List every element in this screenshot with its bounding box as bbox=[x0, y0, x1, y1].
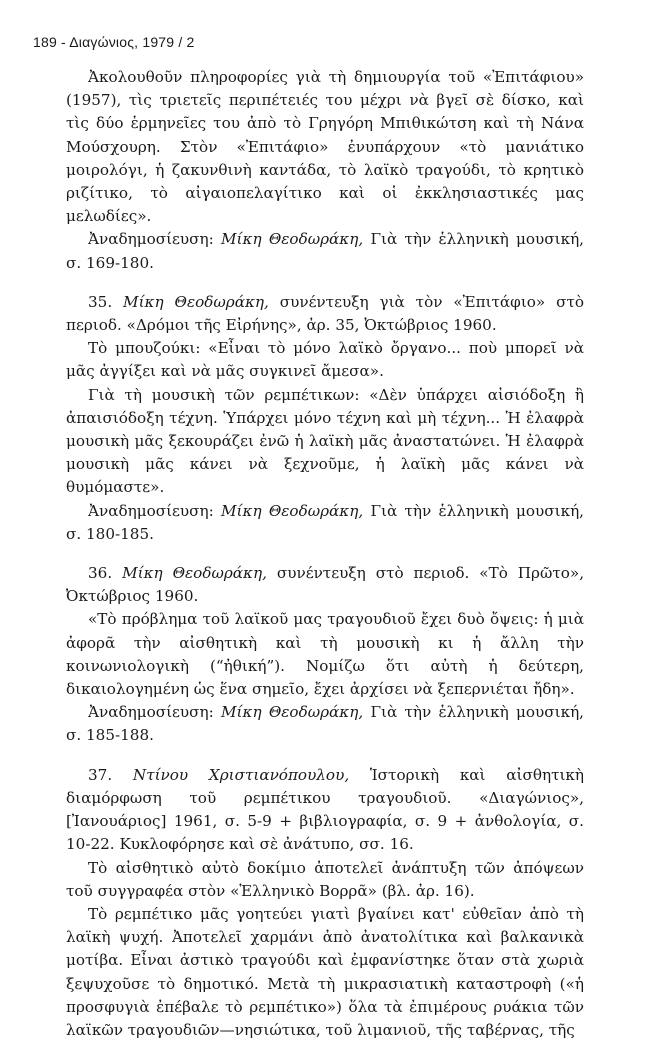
republication-source: Γιὰ τὴν ἑλληνικὴ μουσική, σ. 169-180. bbox=[66, 230, 584, 272]
republication-author: Μίκη Θεοδωράκη, bbox=[221, 501, 364, 520]
paragraph: Ἀκολουθοῦν πληροφορίες γιὰ τὴ δημιουργία τοῦ «Ἐπιτάφιου» (1957), τὶς τριετεῖς περιπέτειές του μέχρι νὰ βγεῖ σὲ δίσκο, καὶ τὶς δύο ἑρμηνεῖες του ἀπὸ τὸ Γρηγόρη Μπιθικώτση καὶ τὴ Νάνα Μούσχουρη. Στὸν «Ἐπιτάφιο» ἐνυπάρχουν «τὸ μανιάτικο μοιρολόγι, ἡ ζακυνθινὴ καντάδα, τὸ λαϊκὸ τραγούδι, τὸ κρητικὸ ριζίτικο, τὸ αἰγαιοπελαγίτικο καὶ οἱ ἐκκλησιαστικές μας μελωδίες». bbox=[66, 68, 584, 226]
intro-block bbox=[66, 66, 584, 275]
entry-number: 35. bbox=[88, 292, 113, 311]
entry-title: συνέντευξη γιὰ τὸν «Ἐπιτάφιο» στὸ περιοδ. «Δρόμοι τῆς Εἰρήνης», ἀρ. 35, Ὀκτώβριος 1960. bbox=[66, 292, 585, 335]
paragraph: Τὸ αἰσθητικὸ αὐτὸ δοκίμιο ἀποτελεῖ ἀνάπτυξη τῶν ἀπόψεων τοῦ συγγραφέα στὸν «Ἑλληνικὸ Βορρᾶ» (βλ. ἀρ. 16). bbox=[66, 858, 584, 900]
republication-note bbox=[66, 701, 584, 747]
paragraph: Γιὰ τὴ μουσικὴ τῶν ρεμπέτικων: «Δὲν ὑπάρχει αἰσιόδοξη ἢ ἀπαισιόδοξη τέχνη. Ὑπάρχει μόνο τέχνη καὶ μὴ τέχνη... Ἡ ἐλαφρὰ μουσικὴ μᾶς ξεκουράζει ἐνῶ ἡ λαϊκὴ μᾶς ἀναστατώνει. Ἡ ἐλαφρὰ μουσικὴ μᾶς κάνει νὰ ξεχνοῦμε, ἡ λαϊκὴ μᾶς κάνει νὰ θυμόμαστε». bbox=[66, 385, 584, 497]
republication-label: Ἀναδημοσίευση: bbox=[88, 703, 214, 722]
bibliography-entry-35 bbox=[66, 291, 584, 546]
body-text bbox=[66, 66, 584, 1042]
bibliography-entry-36 bbox=[66, 562, 584, 748]
entry-number: 37. bbox=[88, 765, 113, 784]
paragraph: «Τὸ πρόβλημα τοῦ λαϊκοῦ μας τραγουδιοῦ ἔχει δυὸ ὄψεις: ἡ μιὰ ἀφορᾶ τὴν αἰσθητικὴ καὶ τὴ μουσικὴ κι ἡ ἄλλη τὴν κοινωνιολογικὴ (“ἠθική”). Νομίζω ὅτι αὐτὴ ἡ δεύτερη, δικαιολογημένη ὡς ἕνα σημεῖο, ἔχει ἀρχίσει νὰ ξεπερνιέται ἤδη». bbox=[66, 610, 584, 699]
entry-heading bbox=[66, 562, 584, 608]
entry-heading bbox=[66, 764, 584, 857]
entry-author: Ντίνου Χριστιανόπουλου, bbox=[132, 765, 350, 784]
entry-author: Μίκη Θεοδωράκη, bbox=[123, 292, 269, 311]
republication-author: Μίκη Θεοδωράκη, bbox=[221, 230, 364, 249]
republication-source: Γιὰ τὴν ἑλληνικὴ μουσική, σ. 180-185. bbox=[66, 501, 584, 543]
entry-number: 36. bbox=[88, 564, 113, 583]
bibliography-entry-37 bbox=[66, 764, 584, 1042]
entry-author: Μίκη Θεοδωράκη, bbox=[122, 564, 267, 583]
entry-title: Ἱστορικὴ καὶ αἰσθητικὴ διαμόρφωση τοῦ ρεμπέτικου τραγουδιοῦ. «Διαγώνιος», [Ἰανουάριος] 1961, σ. 5-9 + βιβλιογραφία, σ. 9 + ἀνθολογία, σ. 10-22. Κυκλοφόρησε καὶ σὲ ἀνάτυπο, σσ. 16. bbox=[66, 765, 585, 854]
entry-heading bbox=[66, 291, 584, 337]
paragraph: Τὸ ρεμπέτικο μᾶς γοητεύει γιατὶ βγαίνει κατ' εὐθεῖαν ἀπὸ τὴ λαϊκὴ ψυχή. Ἀποτελεῖ χαρμάνι ἀπὸ ἀνατολίτικα καὶ βαλκανικὰ μοτίβα. Εἶναι ἀστικὸ τραγούδι καὶ ἐμφανίστηκε ὅταν στὰ χωριὰ ξεψυχοῦσε τὸ δημοτικό. Μετὰ τὴ μικρασιατικὴ καταστροφὴ («ἡ προσφυγιὰ ἐπέβαλε τὸ ρεμπέτικο») ὅλα τὰ ἐπιμέρους ρυάκια τῶν λαϊκῶν τραγουδιῶν—νησιώτικα, τοῦ λιμανιοῦ, τῆς ταβέρνας, τῆς bbox=[66, 904, 584, 1039]
republication-label: Ἀναδημοσίευση: bbox=[88, 230, 214, 249]
paragraph: Τὸ μπουζούκι: «Εἶναι τὸ μόνο λαϊκὸ ὄργανο... ποὺ μπορεῖ νὰ μᾶς ἀγγίξει καὶ νὰ μᾶς συγκινεῖ ἄμεσα». bbox=[66, 339, 584, 381]
republication-note bbox=[66, 500, 584, 546]
republication-source: Γιὰ τὴν ἑλληνικὴ μουσική, σ. 185-188. bbox=[66, 703, 584, 745]
republication-author: Μίκη Θεοδωράκη, bbox=[221, 703, 364, 722]
republication-note bbox=[66, 228, 584, 274]
entry-title: συνέντευξη στὸ περιοδ. «Τὸ Πρῶτο», Ὀκτώβριος 1960. bbox=[66, 564, 585, 606]
republication-label: Ἀναδημοσίευση: bbox=[88, 501, 214, 520]
page-header: 189 - Διαγώνιος, 1979 / 2 bbox=[33, 34, 195, 50]
